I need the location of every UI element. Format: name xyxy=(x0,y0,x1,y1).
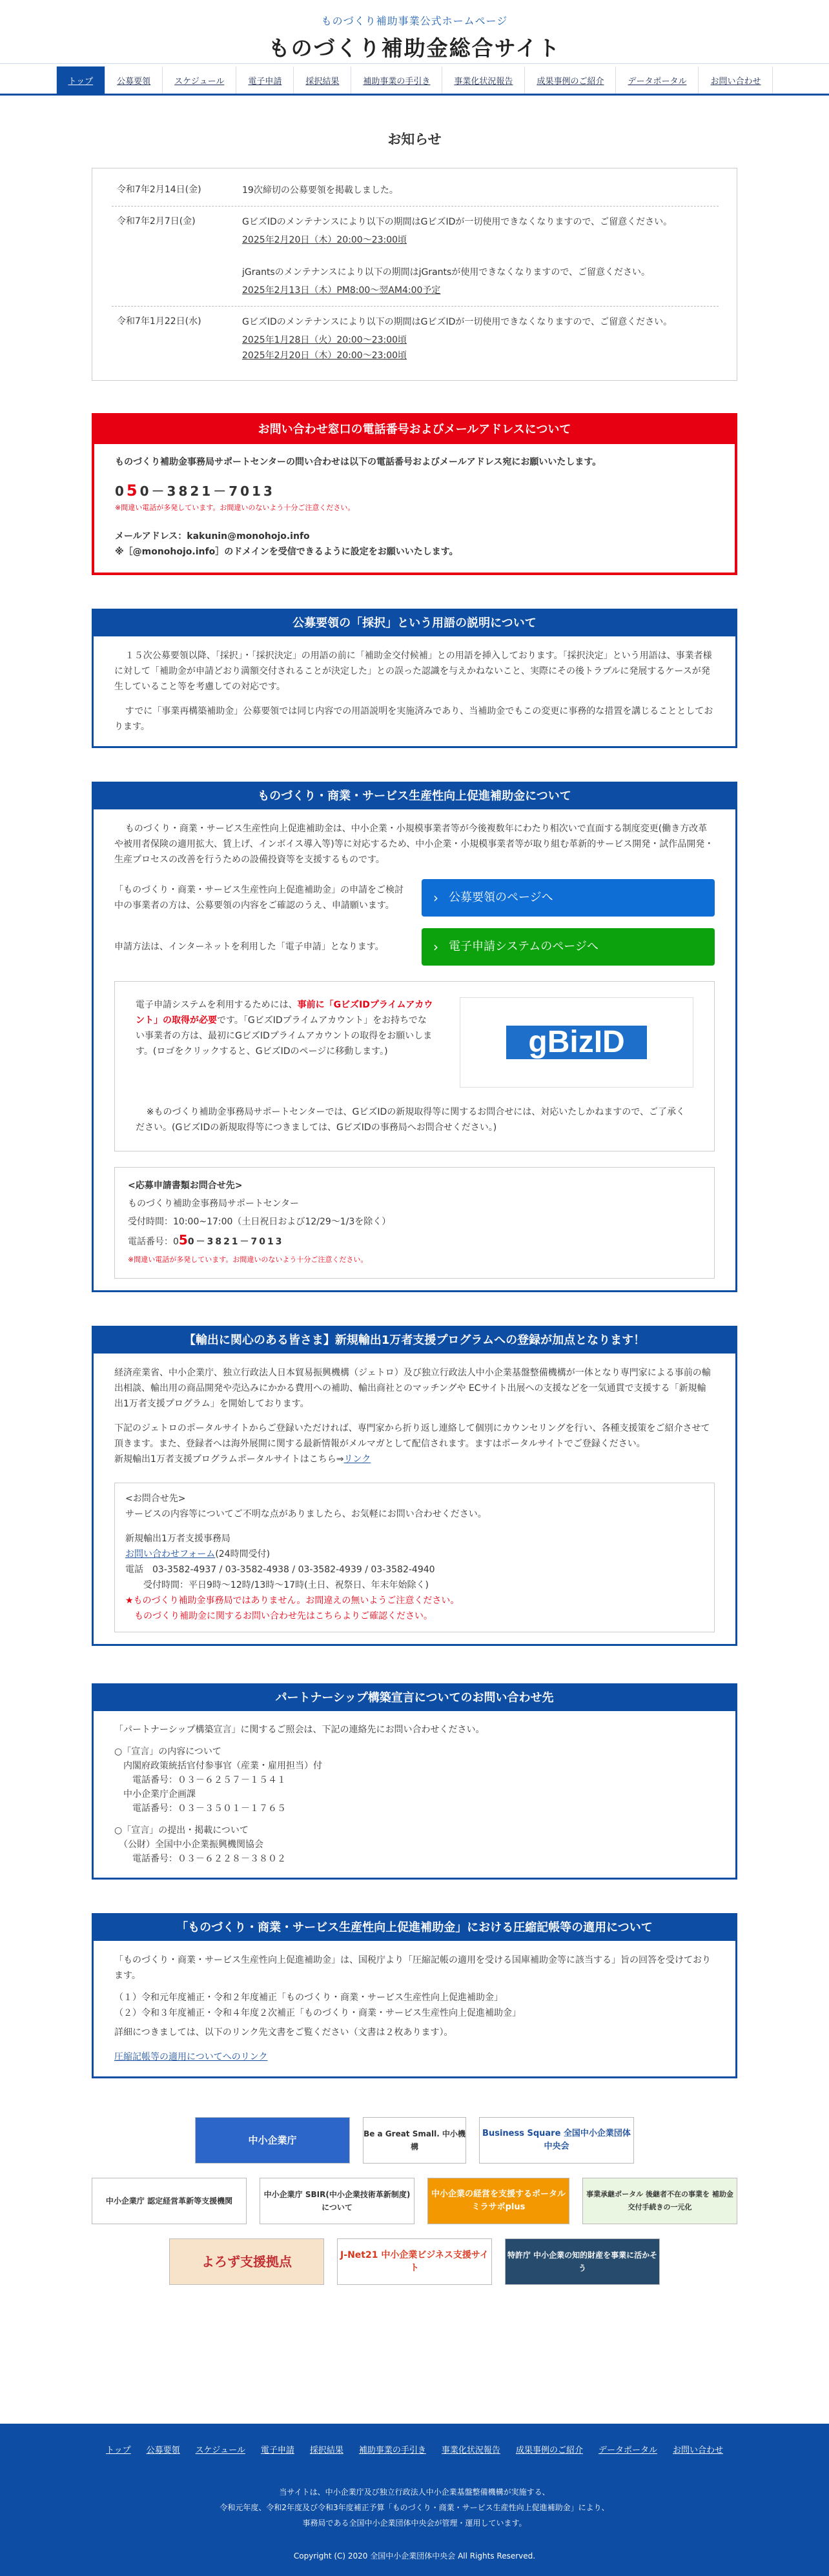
partner-line: ○「宣言」の内容について xyxy=(114,1747,221,1757)
footer-nav xyxy=(0,2424,829,2459)
banner-chuokai[interactable]: Business Square 全国中小企業団体中央会 xyxy=(479,2117,634,2164)
footer-link-1[interactable]: 公募要領 xyxy=(146,2446,180,2455)
nav-item-9[interactable]: お問い合わせ xyxy=(698,66,773,94)
partner-title: パートナーシップ構築宣言についてのお問い合わせ先 xyxy=(94,1685,735,1711)
banner-jpo[interactable]: 特許庁 中小企業の知的財産を事業に活かそう xyxy=(505,2238,660,2285)
assess-l1: （１）令和元年度補正・令和２年度補正「ものづくり・商業・サービス生産性向上促進補助金」 xyxy=(114,1993,503,2003)
assess-l2: （２）令和３年度補正・令和４年度２次補正「ものづくり・商業・サービス生産性向上促進補助金」 xyxy=(114,2008,521,2018)
about-e-apply-text: 申請方法は、インターネットを利用した「電子申請」となります。 xyxy=(114,942,384,952)
assess-link[interactable]: 圧縮記帳等の適用についてへのリンク xyxy=(114,2052,268,2062)
apply-contact-time: 受付時間：10:00~17:00（土日祝日および12/29～1/3を除く） xyxy=(128,1217,391,1227)
contact-mail: メールアドレス：kakunin@monohojo.info xyxy=(115,531,310,542)
export-contact-org: 新規輸出1万者支援事務局 xyxy=(125,1534,230,1544)
footer-link-6[interactable]: 事業化状況報告 xyxy=(441,2446,500,2455)
nav-item-6[interactable]: 事業化状況報告 xyxy=(442,66,524,94)
banner-nintei[interactable]: 中小企業庁 認定経営革新等支援機関 xyxy=(92,2178,247,2224)
export-p3: 新規輸出1万者支援プログラムポータルサイトはこちら⇒リンク xyxy=(114,1454,371,1465)
footer-link-9[interactable]: お問い合わせ xyxy=(672,2446,723,2455)
contact-warning: ※間違い電話が多発しています。お間違いのないよう十分ご注意ください。 xyxy=(115,503,355,512)
banner-shokei[interactable]: 事業承継ポータル 後継者不在の事業を 補助金交付手続きの一元化 xyxy=(582,2178,737,2224)
footer-link-2[interactable]: スケジュール xyxy=(195,2446,245,2455)
footer-link-0[interactable]: トップ xyxy=(106,2446,131,2455)
apply-contact-phone: 電話番号：050－3821－7013 xyxy=(128,1232,284,1248)
banner-mirasapo[interactable]: 中小企業の経営を支援するポータル ミラサポplus xyxy=(427,2178,569,2224)
partner-line: （公財）全国中小企業振興機関協会 xyxy=(114,1840,263,1850)
export-p1: 経済産業省、中小企業庁、独立行政法人日本貿易振興機構（ジェトロ）及び独立行政法人中小企業基盤整備機構が一体となり専門家による事前の輸出相談、輸出用の商品開発や売込みにかかる費用への補助、輸出商社とのマッチングや ECサイト出展への支援などを一気通貫で支援する「新規輸出1万者支援プログラム」を開始しております。 xyxy=(114,1368,711,1409)
contact-phone: 050－3821－7013 xyxy=(115,482,275,500)
contact-mail-note: ※［@monohojo.info］のドメインを受信できるように設定をお願いいたします。 xyxy=(115,547,458,557)
e-apply-page-button[interactable]: › 電子申請システムのページへ xyxy=(422,928,715,966)
partner-line: 電話番号：０３－６２２８－３８０２ xyxy=(114,1854,286,1864)
footer-note: 当サイトは、中小企業庁及び独立行政法人中小企業基盤整備機構が実施する、 令和元年度、令和2年度及び令和3年度補正予算「ものづくり・商業・サービス生産性向上促進補助金」により、 事務局である全国中小企業団体中央会が管理・運用しています。 xyxy=(220,2488,609,2528)
news-link[interactable]: 2025年2月20日（木）20:00～23:00頃 xyxy=(242,350,407,361)
banner-smrj[interactable]: Be a Great Small. 中小機構 xyxy=(363,2117,466,2164)
about-p1: ものづくり・商業・サービス生産性向上促進補助金は、中小企業・小規模事業者等が今後複数年にわたり相次いで直面する制度変更(働き方改革や被用者保険の適用拡大、賃上げ、インボイス導入等)等に対応するため、中小企業・小規模事業者等が取り組む革新的サービス開発・試作品開発・生産プロセスの改善を行うための設備投資等を支援するものです。 xyxy=(114,824,714,865)
apply-contact-panel xyxy=(114,1167,715,1279)
partner-box xyxy=(92,1683,737,1880)
contact-title: お問い合わせ窓口の電話番号およびメールアドレスについて xyxy=(94,416,735,444)
news-body: GビズIDのメンテナンスにより以下の期間はGビズIDが一切使用できなくなりますので、ご留意ください。 xyxy=(242,317,673,327)
nav-item-4[interactable]: 採択結果 xyxy=(293,66,351,94)
saitaku-p2: すでに「事業再構築補助金」公募要領では同じ内容での用語説明を実施済みであり、当補助金でもこの変更に事務的な措置を講じることとしております。 xyxy=(114,706,713,732)
partner-line: ○「宣言」の提出・掲載について xyxy=(114,1825,249,1836)
apply-contact-warning: ※間違い電話が多発しています。お間違いのないよう十分ご注意ください。 xyxy=(128,1255,368,1264)
about-apply-text: 「ものづくり・商業・サービス生産性向上促進補助金」の申請をご検討中の事業者の方は、公募要領の内容をご確認のうえ、申請願います。 xyxy=(114,885,404,911)
nav-item-3[interactable]: 電子申請 xyxy=(236,66,293,94)
nav-item-1[interactable]: 公募要領 xyxy=(105,66,162,94)
footer-link-8[interactable]: データポータル xyxy=(598,2446,657,2455)
nav-item-7[interactable]: 成果事例のご紹介 xyxy=(524,66,615,94)
export-portal-link[interactable]: リンク xyxy=(343,1454,371,1465)
banner-sbir[interactable]: 中小企業庁 SBIR(中小企業技術革新制度)について xyxy=(260,2178,414,2224)
gbizid-logo[interactable]: gBizID xyxy=(460,997,693,1088)
saitaku-p1: １５次公募要領以降、「採択」・「採択決定」の用語の前に「補助金交付候補」との用語を挿入しております。「採択決定」という用語は、事業者様に対して「補助金が申請どおり満額交付されることが決定した」との誤った認識を与えかねないこと、実際にその後トラブルに発展するケースが発生していること等を考慮しての対応です。 xyxy=(114,651,712,692)
news-list[interactable] xyxy=(92,168,737,381)
export-box xyxy=(92,1326,737,1646)
news-heading: お知らせ xyxy=(387,132,442,147)
news-body: jGrantsのメンテナンスにより以下の期間はjGrantsが使用できなくなりますので、ご留意ください。 xyxy=(242,267,651,278)
partner-p1: 「パートナーシップ構築宣言」に関するご照会は、下記の連絡先にお問い合わせください。 xyxy=(114,1725,485,1735)
gbiz-note: ※ものづくり補助金事務局サポートセンターでは、GビズIDの新規取得等に関するお問合せには、対応いたしかねますので、ご了承ください。(GビズIDの新規取得等につきましては、GビズIDの事務局へお問合せください。) xyxy=(136,1107,686,1133)
contact-form-link[interactable]: お問い合わせフォーム xyxy=(125,1549,216,1559)
gbiz-text: 電子申請システムを利用するためには、事前に「GビズIDプライムアカウント」の取得が必要です。「GビズIDプライムアカウント」をお持ちでない事業者の方は、最初にGビズIDプライムアカウントの取得をお願いします。(ロゴをクリックすると、GビズIDのページに移動します。) xyxy=(136,1000,433,1057)
news-link[interactable]: 2025年2月20日（木）20:00～23:00頃 xyxy=(242,235,407,245)
chevron-right-icon: › xyxy=(433,890,438,906)
partner-line: 電話番号：０３－３５０１－１７６５ xyxy=(114,1803,286,1814)
gbiz-panel xyxy=(114,981,715,1151)
news-body: GビズIDのメンテナンスにより以下の期間はGビズIDが一切使用できなくなりますので、ご留意ください。 xyxy=(242,217,673,227)
news-link[interactable]: 2025年2月13日（木）PM8:00～翌AM4:00予定 xyxy=(242,285,441,296)
partner-line: 内閣府政策統括官付参事官（産業・雇用担当）付 xyxy=(114,1761,322,1771)
site-footer xyxy=(0,2424,829,2576)
banner-area xyxy=(92,2117,737,2285)
assess-title: 「ものづくり・商業・サービス生産性向上促進補助金」における圧縮記帳等の適用について xyxy=(94,1915,735,1941)
export-contact-head: <お問合せ先> xyxy=(125,1494,186,1504)
export-warning: ★ものづくり補助金事務局ではありません。お間違えの無いようご注意ください。 xyxy=(125,1596,460,1606)
contact-box xyxy=(92,413,737,575)
apply-contact-org: ものづくり補助金事務局サポートセンター xyxy=(128,1199,300,1209)
export-p2: 下記のジェトロのポータルサイトからご登録いただければ、専門家から折り返し連絡して個別にカウンセリングを行い、各種支援策をご紹介させて頂きます。また、登録者へは海外展開に関する最新情報がメルマガとして配信されます。ますはポータルサイトでご登録ください。 xyxy=(114,1423,710,1449)
news-link[interactable]: 2025年1月28日（火）20:00～23:00頃 xyxy=(242,335,407,345)
news-date: 令和7年1月22日(水) xyxy=(117,316,201,327)
export-contact-panel xyxy=(114,1483,715,1632)
news-date: 令和7年2月7日(金) xyxy=(117,216,196,227)
footer-link-7[interactable]: 成果事例のご紹介 xyxy=(515,2446,583,2455)
chevron-right-icon: › xyxy=(433,939,438,955)
news-body: 19次締切の公募要領を掲載しました。 xyxy=(242,185,398,196)
news-date: 令和7年2月14日(金) xyxy=(117,185,201,195)
footer-link-3[interactable]: 電子申請 xyxy=(260,2446,294,2455)
export-contact-hours: 受付時間：平日9時～12時/13時～17時(土日、祝祭日、年末年始除く) xyxy=(125,1580,429,1590)
about-box xyxy=(92,782,737,1292)
koubo-page-button[interactable]: › 公募要領のページへ xyxy=(422,879,715,917)
site-title[interactable]: ものづくり補助金総合サイト xyxy=(268,35,561,61)
global-nav xyxy=(0,63,829,96)
export-contact-form: お問い合わせフォーム(24時間受付) xyxy=(125,1549,271,1559)
export-redirect: ものづくり補助金に関するお問い合わせ先はこちらよりご確認ください。 xyxy=(125,1611,433,1621)
nav-item-0[interactable]: トップ xyxy=(56,66,105,94)
nav-item-5[interactable]: 補助事業の手引き xyxy=(351,66,442,94)
news-item xyxy=(112,207,719,307)
assess-p1: 「ものづくり・商業・サービス生産性向上促進補助金」は、国税庁より「圧縮記帳の適用を受ける国庫補助金等に該当する」旨の回答を受けております。 xyxy=(114,1955,711,1981)
saitaku-title: 公募要領の「採択」という用語の説明について xyxy=(94,611,735,636)
export-title: 【輸出に関心のある皆さま】新規輸出1万者支援プログラムへの登録が加点となります！ xyxy=(94,1328,735,1354)
copyright: Copyright (C) 2020 全国中小企業団体中央会 All Rights Reserved. xyxy=(293,2551,536,2561)
export-contact-lead: サービスの内容等についてご不明な点がありましたら、お気軽にお問い合わせください。 xyxy=(125,1509,487,1519)
export-contact-phone: 電話 03-3582-4937 / 03-3582-4938 / 03-3582-4939 / 03-3582-4940 xyxy=(125,1565,435,1575)
banner-jnet21[interactable]: J-Net21 中小企業ビジネス支援サイト xyxy=(337,2238,492,2285)
nav-item-8[interactable]: データポータル xyxy=(615,66,698,94)
assess-box xyxy=(92,1913,737,2078)
banner-chusho[interactable]: 中小企業庁 xyxy=(195,2117,350,2164)
footer-link-5[interactable]: 補助事業の手引き xyxy=(358,2446,426,2455)
site-header xyxy=(0,0,829,61)
assess-p2: 詳細につきましては、以下のリンク先文書をご覧ください（文書は２枚あります）。 xyxy=(114,2027,453,2038)
news-item xyxy=(112,175,719,207)
banner-yorozu[interactable]: よろず支援拠点 xyxy=(169,2238,324,2285)
apply-contact-head: <応募申請書類お問合せ先> xyxy=(128,1181,243,1191)
partner-line: 電話番号：０３－６２５７－１５４１ xyxy=(114,1775,286,1785)
footer-link-4[interactable]: 採択結果 xyxy=(309,2446,343,2455)
saitaku-box xyxy=(92,609,737,748)
partner-line: 中小企業庁企画課 xyxy=(114,1789,196,1800)
contact-lead: ものづくり補助金事務局サポートセンターの問い合わせは以下の電話番号およびメールアドレス宛にお願いいたします。 xyxy=(115,457,602,467)
nav-item-2[interactable]: スケジュール xyxy=(162,66,236,94)
site-subtitle: ものづくり補助事業公式ホームページ xyxy=(321,15,508,27)
about-title: ものづくり・商業・サービス生産性向上促進補助金について xyxy=(94,784,735,809)
news-item xyxy=(112,307,719,371)
